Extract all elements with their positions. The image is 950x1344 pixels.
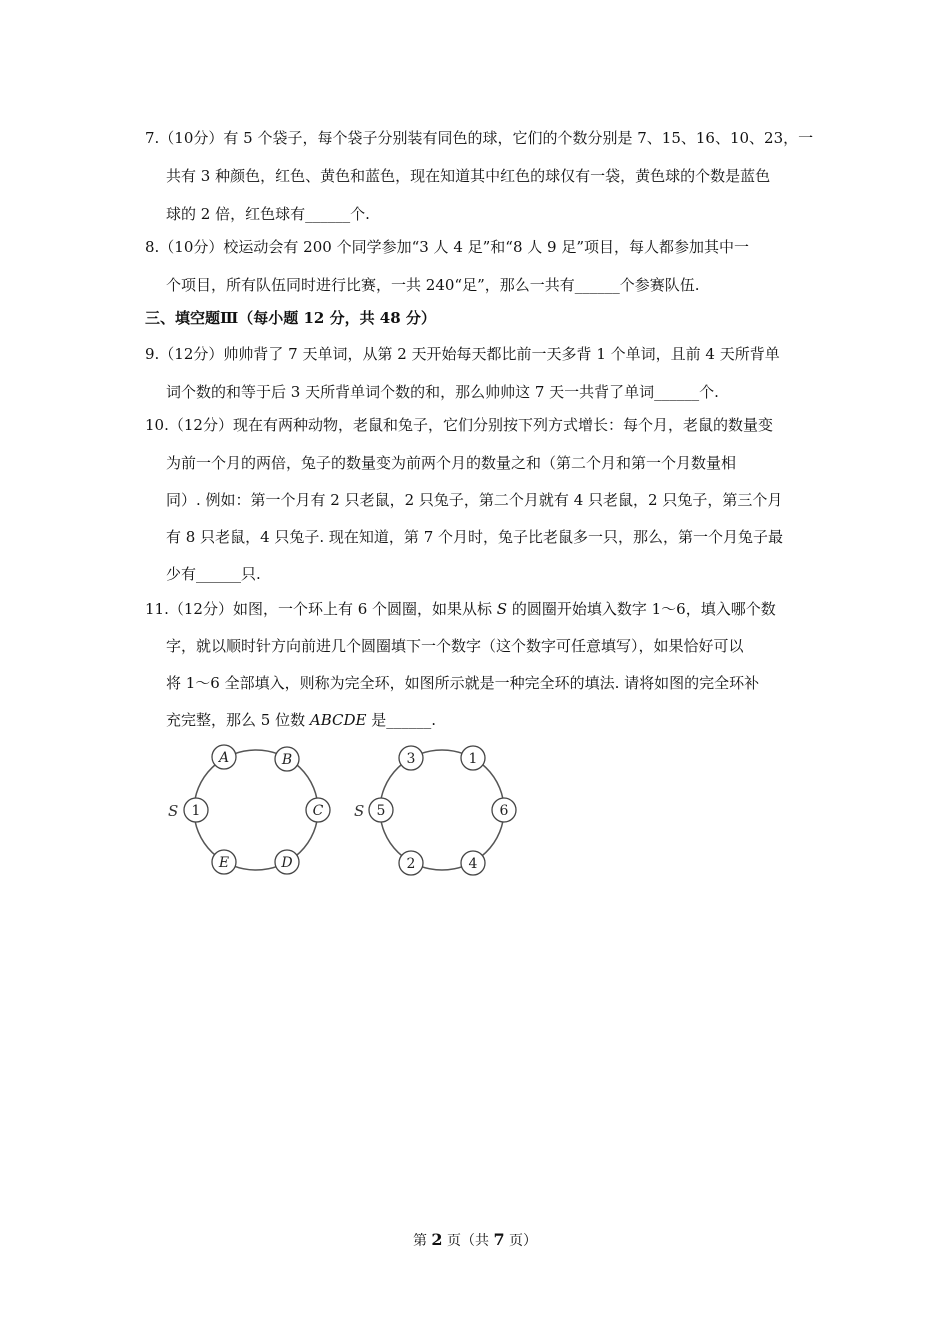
- q8-line-2: 个项目，所有队伍同时进行比赛，一共 240“足”，那么一共有______个参赛队伍.: [166, 276, 700, 294]
- ring-2: [354, 746, 516, 875]
- svg-text:1: 1: [191, 803, 201, 819]
- ring-2-loop: [380, 750, 504, 870]
- q11-line-4b: 是______.: [366, 711, 436, 729]
- q7-line-3: 球的 2 倍，红色球有______个.: [166, 205, 370, 223]
- q11-line-1: [145, 598, 776, 619]
- q11-s-label: S: [496, 600, 508, 618]
- q10-line-1: 10.（12分）现在有两种动物，老鼠和兔子，它们分别按下列方式增长：每个月，老鼠的数量变: [145, 416, 773, 434]
- ring-2-node-top-left: [399, 746, 423, 770]
- footer-total-pages: 7: [493, 1230, 505, 1249]
- ring-1-node-d: [275, 850, 299, 874]
- footer-mid: 页（共: [442, 1233, 494, 1249]
- q11-line-3: 将 1～6 全部填入，则称为完全环，如图所示就是一种完全环的填法. 请将如图的完全环补: [166, 674, 760, 692]
- ring-1: [168, 745, 330, 874]
- ring-1-node-start: [184, 798, 208, 822]
- svg-text:5: 5: [376, 803, 386, 819]
- q11-line-4: [166, 709, 436, 730]
- svg-text:2: 2: [406, 856, 416, 872]
- q7-line-2: 共有 3 种颜色，红色、黄色和蓝色，现在知道其中红色的球仅有一袋，黄色球的个数是蓝色: [166, 167, 771, 185]
- footer-pre: 第: [412, 1233, 432, 1249]
- q9-line-2: 词个数的和等于后 3 天所背单词个数的和，那么帅帅这 7 天一共背了单词______个.: [166, 383, 719, 401]
- q11-line-2: 字，就以顺时针方向前进几个圆圈填下一个数字（这个数字可任意填写），如果恰好可以: [166, 637, 744, 655]
- svg-text:4: 4: [468, 856, 478, 872]
- q10-line-3: 同）. 例如：第一个月有 2 只老鼠，2 只兔子，第二个月就有 4 只老鼠，2 只兔子，第三个月: [166, 491, 783, 509]
- q9-line-1: 9.（12分）帅帅背了 7 天单词，从第 2 天开始每天都比前一天多背 1 个单词，且前 4 天所背单: [145, 345, 780, 363]
- q10-line-2: 为前一个月的两倍，兔子的数量变为前两个月的数量之和（第二个月和第一个月数量相: [166, 454, 737, 472]
- q7-line-1: 7.（10分）有 5 个袋子，每个袋子分别装有同色的球，它们的个数分别是 7、15、16、10、23，一: [145, 129, 814, 147]
- ring-2-node-right: [492, 798, 516, 822]
- ring-1-node-a: [212, 745, 236, 769]
- ring-1-s-label: S: [168, 802, 179, 820]
- ring-2-s-label: S: [354, 802, 365, 820]
- svg-text:A: A: [218, 750, 230, 766]
- svg-text:3: 3: [406, 751, 416, 767]
- q10-line-5: 少有______只.: [166, 565, 261, 583]
- footer-post: 页）: [504, 1233, 538, 1249]
- ring-1-loop: [191, 750, 318, 870]
- q8-line-1: 8.（10分）校运动会有 200 个同学参加“3 人 4 足”和“8 人 9 足”项目，每人都参加其中一: [145, 238, 750, 256]
- q11-line-4a: 充完整，那么 5 位数: [166, 711, 310, 729]
- ring-1-node-b: [275, 747, 299, 771]
- page-footer: [0, 1230, 950, 1250]
- footer-page-number: 2: [431, 1230, 443, 1249]
- ring-2-node-start: [369, 798, 393, 822]
- q11-abcde: ABCDE: [309, 711, 367, 729]
- q11-line-1a: 11.（12分）如图，一个环上有 6 个圆圈，如果从标: [145, 600, 497, 618]
- svg-text:6: 6: [499, 803, 509, 819]
- ring-1-node-e: [212, 850, 236, 874]
- svg-text:E: E: [218, 855, 230, 871]
- svg-text:1: 1: [468, 751, 478, 767]
- q11-line-1b: 的圆圈开始填入数字 1～6，填入哪个数: [507, 600, 776, 618]
- ring-2-node-bottom-right: [461, 851, 485, 875]
- svg-text:C: C: [312, 803, 324, 819]
- ring-2-node-top-right: [461, 746, 485, 770]
- section-heading: 三、填空题Ⅲ（每小题 12 分，共 48 分）: [145, 309, 436, 327]
- ring-2-node-bottom-left: [399, 851, 423, 875]
- svg-text:D: D: [281, 855, 293, 871]
- ring-diagrams: [160, 740, 540, 880]
- ring-1-node-c: [306, 798, 330, 822]
- q10-line-4: 有 8 只老鼠，4 只兔子. 现在知道，第 7 个月时，兔子比老鼠多一只，那么，第一个月兔子最: [166, 528, 784, 546]
- svg-text:B: B: [281, 752, 293, 768]
